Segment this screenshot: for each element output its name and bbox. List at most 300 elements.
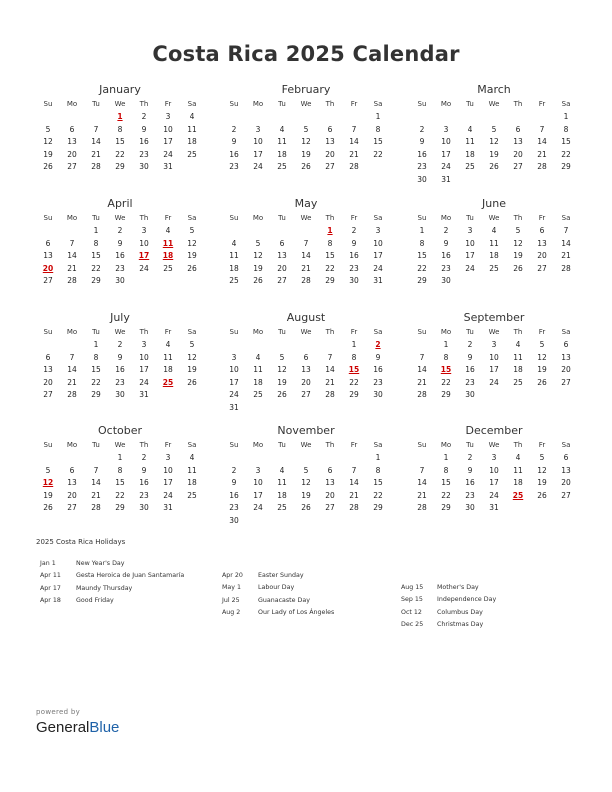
day-cell: 24 [253, 162, 263, 172]
empty-day-cell [60, 339, 84, 352]
day-cell: 28 [67, 276, 77, 286]
day-cell: 10 [253, 478, 263, 488]
empty-day-cell [222, 225, 246, 238]
day-cell: 15 [115, 137, 125, 147]
empty-day-cell [434, 111, 458, 124]
holiday-date: 15 [348, 365, 360, 375]
month-february [222, 82, 390, 174]
month-january [36, 82, 204, 174]
day-cell: 6 [563, 453, 569, 462]
weekday-header: Sa [373, 214, 383, 222]
day-cell: 11 [229, 251, 239, 261]
day-cell: 19 [43, 490, 53, 500]
day-cell: 26 [43, 503, 53, 513]
month-name: September [463, 311, 525, 324]
day-cell: 8 [419, 238, 425, 248]
holiday-item [40, 595, 184, 607]
day-cell: 16 [373, 365, 383, 375]
weekday-header: Mo [252, 441, 264, 449]
day-cell: 28 [349, 162, 359, 172]
day-cell: 9 [419, 137, 425, 147]
day-cell: 2 [231, 465, 237, 475]
empty-day-cell [36, 339, 60, 352]
logo-blue-text: Blue [89, 719, 120, 736]
holiday-date: 1 [327, 226, 333, 235]
day-cell: 18 [187, 478, 197, 488]
day-cell: 10 [441, 137, 451, 147]
day-cell: 19 [43, 149, 53, 159]
day-cell: 11 [489, 238, 499, 248]
day-cell: 25 [277, 162, 287, 172]
holiday-date: 2 [375, 340, 381, 349]
day-cell: 28 [561, 263, 571, 273]
holiday-date: 12 [42, 478, 54, 488]
day-cell: 13 [537, 238, 547, 248]
holiday-date-label: Apr 18 [40, 596, 61, 604]
day-cell: 4 [189, 112, 195, 121]
holiday-date: 1 [117, 112, 123, 121]
empty-day-cell [294, 225, 318, 238]
day-cell: 21 [91, 149, 101, 159]
weekday-header: Th [325, 100, 335, 108]
day-cell: 23 [417, 162, 427, 172]
day-cell: 3 [141, 340, 147, 349]
day-cell: 28 [417, 390, 427, 400]
day-cell: 21 [417, 377, 427, 387]
day-cell: 25 [513, 377, 523, 387]
weekday-header: Mo [440, 441, 452, 449]
day-cell: 22 [441, 490, 451, 500]
weekday-header: We [300, 100, 312, 108]
holiday-date: 20 [42, 263, 54, 273]
weekday-header: Th [139, 100, 149, 108]
day-cell: 17 [465, 251, 475, 261]
day-cell: 13 [43, 365, 53, 375]
day-cell: 22 [417, 263, 427, 273]
holiday-name: Independence Day [437, 596, 497, 604]
day-cell: 9 [375, 352, 381, 362]
day-cell: 14 [91, 137, 101, 147]
empty-day-cell [246, 339, 270, 352]
day-cell: 11 [187, 465, 197, 475]
day-cell: 26 [513, 263, 523, 273]
day-cell: 7 [351, 465, 357, 475]
weekday-header: Tu [278, 100, 286, 108]
weekday-header: Tu [278, 328, 286, 336]
holidays-title: 2025 Costa Rica Holidays [36, 538, 126, 546]
day-cell: 4 [255, 352, 261, 362]
day-cell: 18 [253, 377, 263, 387]
day-cell: 14 [67, 365, 77, 375]
holiday-name: Christmas Day [437, 620, 484, 628]
weekday-header: Su [417, 441, 427, 449]
day-cell: 4 [165, 340, 171, 349]
day-cell: 10 [489, 352, 499, 362]
day-cell: 6 [327, 124, 333, 134]
day-cell: 20 [277, 263, 287, 273]
day-cell: 24 [229, 390, 239, 400]
day-cell: 1 [419, 226, 425, 235]
day-cell: 11 [277, 478, 287, 488]
empty-day-cell [410, 111, 434, 124]
day-cell: 10 [163, 465, 173, 475]
day-cell: 31 [441, 174, 451, 184]
day-cell: 9 [141, 124, 147, 134]
month-october [36, 423, 204, 515]
day-cell: 24 [489, 490, 499, 500]
day-cell: 8 [563, 124, 569, 134]
day-cell: 24 [163, 149, 173, 159]
month-april [36, 196, 204, 288]
day-cell: 29 [441, 390, 451, 400]
day-cell: 27 [301, 390, 311, 400]
day-cell: 27 [561, 490, 571, 500]
day-cell: 1 [93, 340, 99, 349]
empty-day-cell [270, 225, 294, 238]
day-cell: 21 [349, 149, 359, 159]
day-cell: 28 [349, 503, 359, 513]
day-cell: 9 [231, 137, 237, 147]
day-cell: 22 [91, 377, 101, 387]
day-cell: 28 [67, 390, 77, 400]
day-cell: 12 [537, 352, 547, 362]
day-cell: 7 [419, 465, 425, 475]
holiday-name: Gesta Heroica de Juan Santamaría [76, 572, 185, 580]
day-cell: 12 [489, 137, 499, 147]
day-cell: 21 [537, 149, 547, 159]
day-cell: 22 [115, 149, 125, 159]
day-cell: 24 [489, 377, 499, 387]
day-cell: 7 [69, 238, 75, 248]
day-cell: 6 [69, 124, 75, 134]
day-cell: 29 [325, 276, 335, 286]
weekday-header: Fr [538, 441, 546, 449]
weekday-header: Su [229, 100, 239, 108]
day-cell: 17 [489, 365, 499, 375]
weekday-header: We [488, 100, 500, 108]
weekday-header: Mo [440, 214, 452, 222]
holiday-date-label: Oct 12 [401, 608, 422, 616]
day-cell: 30 [229, 515, 239, 525]
day-cell: 11 [253, 365, 263, 375]
month-name: April [107, 197, 133, 210]
day-cell: 9 [467, 465, 473, 475]
day-cell: 11 [513, 352, 523, 362]
day-cell: 25 [187, 149, 197, 159]
day-cell: 16 [139, 137, 149, 147]
day-cell: 31 [489, 503, 499, 513]
day-cell: 12 [187, 352, 197, 362]
empty-day-cell [36, 452, 60, 465]
day-cell: 27 [325, 503, 335, 513]
holiday-name: Easter Sunday [258, 572, 304, 579]
empty-day-cell [222, 452, 246, 465]
day-cell: 6 [515, 124, 521, 134]
day-cell: 12 [187, 238, 197, 248]
day-cell: 20 [561, 365, 571, 375]
day-cell: 9 [231, 478, 237, 488]
month-november [222, 423, 390, 528]
day-cell: 6 [45, 238, 51, 248]
day-cell: 21 [417, 490, 427, 500]
day-cell: 4 [279, 124, 285, 134]
day-cell: 26 [489, 162, 499, 172]
day-cell: 13 [43, 251, 53, 261]
day-cell: 8 [443, 465, 449, 475]
weekday-header: Fr [350, 328, 358, 336]
day-cell: 7 [93, 124, 99, 134]
month-days-grid [410, 439, 578, 515]
day-cell: 25 [465, 162, 475, 172]
day-cell: 5 [45, 465, 51, 475]
empty-day-cell [246, 111, 270, 124]
holiday-item [40, 558, 184, 570]
day-cell: 27 [537, 263, 547, 273]
weekday-header: Fr [538, 214, 546, 222]
month-name: March [477, 83, 511, 96]
day-cell: 17 [163, 137, 173, 147]
day-cell: 1 [117, 453, 123, 462]
weekday-header: Tu [278, 441, 286, 449]
day-cell: 14 [91, 478, 101, 488]
day-cell: 6 [69, 465, 75, 475]
weekday-header: Th [325, 214, 335, 222]
day-cell: 24 [441, 162, 451, 172]
day-cell: 7 [303, 238, 309, 248]
holiday-date-label: Jul 25 [222, 596, 240, 604]
day-cell: 19 [301, 490, 311, 500]
day-cell: 2 [231, 124, 237, 134]
day-cell: 14 [349, 137, 359, 147]
weekday-header: Fr [538, 328, 546, 336]
day-cell: 26 [537, 490, 547, 500]
day-cell: 16 [441, 251, 451, 261]
month-september [410, 310, 578, 402]
day-cell: 9 [443, 238, 449, 248]
day-cell: 22 [325, 263, 335, 273]
generalblue-logo[interactable] [36, 719, 119, 736]
day-cell: 11 [277, 137, 287, 147]
weekday-header: We [488, 328, 500, 336]
day-cell: 5 [189, 340, 195, 349]
day-cell: 5 [491, 124, 497, 134]
month-name: October [97, 424, 143, 437]
month-days-grid [410, 212, 578, 288]
day-cell: 3 [255, 124, 261, 134]
empty-day-cell [530, 111, 554, 124]
holiday-date: 17 [138, 251, 150, 261]
powered-by-text: powered by [36, 708, 81, 716]
day-cell: 20 [325, 490, 335, 500]
day-cell: 30 [465, 503, 475, 513]
day-cell: 4 [515, 453, 521, 462]
month-days-grid [36, 326, 204, 402]
page-title: Costa Rica 2025 Calendar [152, 42, 460, 66]
weekday-header: Fr [164, 214, 172, 222]
day-cell: 5 [303, 465, 309, 475]
day-cell: 4 [491, 226, 497, 235]
month-name: December [465, 424, 523, 437]
day-cell: 21 [91, 490, 101, 500]
weekday-header: Su [229, 441, 239, 449]
day-cell: 31 [373, 276, 383, 286]
day-cell: 30 [349, 276, 359, 286]
day-cell: 27 [561, 377, 571, 387]
weekday-header: Sa [561, 100, 571, 108]
day-cell: 5 [45, 124, 51, 134]
day-cell: 18 [229, 263, 239, 273]
day-cell: 13 [325, 137, 335, 147]
day-cell: 22 [91, 263, 101, 273]
day-cell: 14 [67, 251, 77, 261]
day-cell: 18 [489, 251, 499, 261]
day-cell: 5 [189, 226, 195, 235]
day-cell: 30 [417, 174, 427, 184]
weekday-header: Sa [561, 214, 571, 222]
day-cell: 17 [253, 490, 263, 500]
holiday-item [222, 582, 334, 594]
day-cell: 29 [115, 503, 125, 513]
day-cell: 30 [373, 390, 383, 400]
day-cell: 14 [325, 365, 335, 375]
day-cell: 9 [141, 465, 147, 475]
weekday-header: We [114, 441, 126, 449]
day-cell: 23 [115, 263, 125, 273]
day-cell: 24 [253, 503, 263, 513]
day-cell: 15 [115, 478, 125, 488]
day-cell: 4 [515, 340, 521, 349]
month-name: August [286, 311, 326, 324]
day-cell: 18 [465, 149, 475, 159]
day-cell: 10 [373, 238, 383, 248]
month-days-grid [36, 439, 204, 515]
holiday-date-label: Apr 11 [40, 572, 61, 580]
weekday-header: Su [229, 214, 239, 222]
holiday-date-label: Apr 20 [222, 572, 243, 579]
day-cell: 4 [165, 226, 171, 235]
empty-day-cell [294, 111, 318, 124]
weekday-header: Th [513, 214, 523, 222]
holiday-date: 25 [162, 377, 174, 387]
day-cell: 16 [465, 478, 475, 488]
empty-day-cell [270, 452, 294, 465]
day-cell: 10 [163, 124, 173, 134]
weekday-header: Th [513, 100, 523, 108]
weekday-header: Fr [350, 441, 358, 449]
day-cell: 10 [139, 238, 149, 248]
day-cell: 6 [303, 352, 309, 362]
day-cell: 30 [441, 276, 451, 286]
day-cell: 29 [373, 503, 383, 513]
day-cell: 8 [117, 465, 123, 475]
weekday-header: We [114, 214, 126, 222]
day-cell: 20 [537, 251, 547, 261]
empty-day-cell [270, 339, 294, 352]
day-cell: 2 [117, 340, 123, 349]
day-cell: 19 [301, 149, 311, 159]
holiday-date: 11 [162, 238, 174, 248]
day-cell: 23 [139, 149, 149, 159]
month-days-grid [36, 212, 204, 288]
day-cell: 3 [231, 352, 237, 362]
day-cell: 14 [537, 137, 547, 147]
month-june [410, 196, 578, 288]
day-cell: 14 [417, 365, 427, 375]
weekday-header: Tu [92, 214, 100, 222]
day-cell: 12 [43, 137, 53, 147]
day-cell: 23 [115, 377, 125, 387]
day-cell: 21 [325, 377, 335, 387]
day-cell: 29 [91, 390, 101, 400]
day-cell: 26 [187, 377, 197, 387]
day-cell: 26 [43, 162, 53, 172]
day-cell: 29 [561, 162, 571, 172]
day-cell: 3 [443, 124, 449, 134]
day-cell: 14 [561, 238, 571, 248]
holiday-date: 25 [512, 490, 524, 500]
weekday-header: Tu [92, 441, 100, 449]
day-cell: 24 [465, 263, 475, 273]
holiday-name: Guanacaste Day [258, 596, 310, 604]
day-cell: 2 [351, 226, 357, 235]
day-cell: 26 [301, 162, 311, 172]
day-cell: 7 [539, 124, 545, 134]
weekday-header: Mo [252, 214, 264, 222]
day-cell: 26 [537, 377, 547, 387]
day-cell: 22 [373, 490, 383, 500]
day-cell: 10 [465, 238, 475, 248]
day-cell: 15 [417, 251, 427, 261]
day-cell: 24 [163, 490, 173, 500]
day-cell: 25 [253, 390, 263, 400]
day-cell: 17 [441, 149, 451, 159]
day-cell: 28 [417, 503, 427, 513]
day-cell: 29 [91, 276, 101, 286]
day-cell: 13 [277, 251, 287, 261]
holiday-item [40, 570, 184, 582]
empty-day-cell [342, 111, 366, 124]
holiday-date-label: Aug 2 [222, 608, 241, 616]
weekday-header: Su [43, 214, 53, 222]
month-name: May [294, 197, 318, 210]
weekday-header: Sa [373, 328, 383, 336]
weekday-header: We [114, 328, 126, 336]
weekday-header: Mo [66, 100, 78, 108]
day-cell: 16 [139, 478, 149, 488]
weekday-header: Sa [373, 441, 383, 449]
holiday-date: 18 [162, 251, 174, 261]
weekday-header: Th [325, 328, 335, 336]
day-cell: 19 [537, 478, 547, 488]
day-cell: 25 [229, 276, 239, 286]
day-cell: 31 [163, 503, 173, 513]
day-cell: 30 [139, 162, 149, 172]
day-cell: 5 [539, 340, 545, 349]
weekday-header: Mo [252, 328, 264, 336]
weekday-header: Mo [66, 214, 78, 222]
holiday-item [401, 582, 496, 594]
day-cell: 8 [93, 238, 99, 248]
weekday-header: Tu [466, 100, 474, 108]
day-cell: 10 [229, 365, 239, 375]
day-cell: 6 [279, 238, 285, 248]
weekday-header: Su [417, 214, 427, 222]
day-cell: 8 [375, 124, 381, 134]
weekday-header: We [300, 328, 312, 336]
weekday-header: Sa [561, 328, 571, 336]
day-cell: 26 [301, 503, 311, 513]
day-cell: 15 [91, 365, 101, 375]
